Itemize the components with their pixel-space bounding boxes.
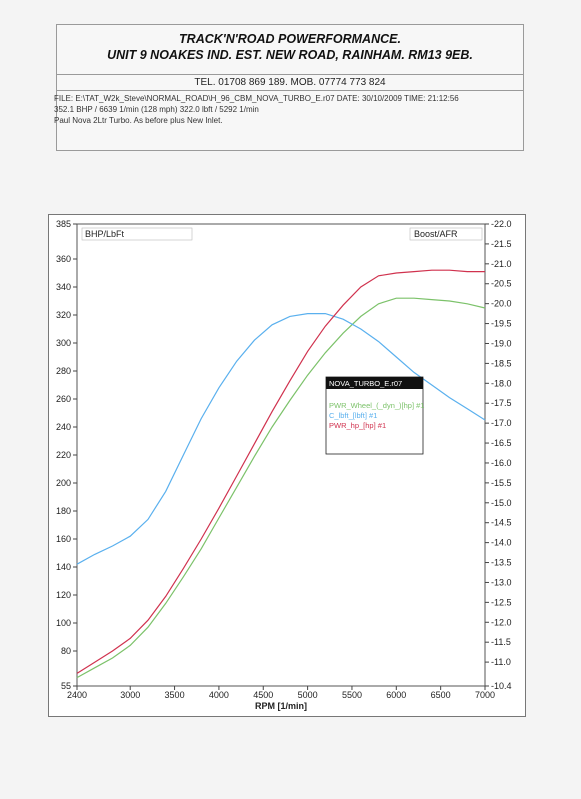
y-left-tick-label: 140	[55, 562, 71, 572]
y-right-tick-label: -11.5	[491, 637, 511, 648]
y-right-tick-label: -12.5	[491, 597, 512, 608]
plot-area	[77, 224, 485, 686]
y-left-tick-label: 220	[55, 450, 71, 460]
x-tick-label: 6500	[430, 690, 451, 700]
y-right-tick-label: -17.0	[491, 418, 512, 429]
y-right-tick-label: -21.5	[491, 238, 512, 249]
x-axis-label: RPM [1/min]	[254, 701, 308, 711]
y-left-tick-label: 320	[55, 310, 71, 320]
x-tick-label: 7000	[474, 690, 496, 700]
y-right-tick-label: -19.5	[491, 318, 512, 329]
legend-entry: C_lbft_[lbft] #1	[329, 411, 378, 420]
x-tick-label: 4500	[253, 690, 274, 700]
y-left-tick-label: 55	[60, 681, 71, 691]
legend-entry: PWR_hp_[hp] #1	[329, 421, 387, 430]
x-tick-label: 4000	[208, 690, 229, 700]
x-tick-label: 6000	[386, 690, 407, 700]
x-tick-label: 5000	[297, 690, 318, 700]
y-right-tick-label: -16.5	[491, 438, 512, 449]
y-left-tick-label: 300	[55, 338, 71, 348]
y-right-tick-label: -14.0	[491, 537, 512, 548]
y-right-tick-label: -20.0	[491, 298, 512, 309]
header-divider	[57, 90, 523, 91]
y-right-tick-label: -13.5	[491, 557, 512, 568]
y-left-tick-label: 280	[55, 366, 71, 376]
legend-title: NOVA_TURBO_E.r07	[329, 379, 403, 388]
y-left-tick-label: 260	[55, 394, 71, 404]
right-axis-label: Boost/AFR	[414, 229, 458, 239]
y-right-tick-label: -13.0	[491, 577, 512, 588]
y-left-tick-label: 160	[55, 534, 71, 544]
legend-entry: PWR_Wheel_(_dyn_)[hp] #1	[329, 401, 425, 410]
y-right-tick-label: -18.5	[491, 358, 512, 369]
report-header	[56, 24, 524, 151]
y-right-tick-label: -21.0	[491, 258, 512, 269]
y-left-tick-label: 385	[55, 219, 71, 229]
y-right-tick-label: -15.0	[491, 497, 512, 508]
y-left-tick-label: 360	[55, 254, 71, 264]
y-right-tick-label: -15.5	[491, 477, 512, 488]
dyno-chart-frame	[48, 214, 526, 717]
y-left-tick-label: 240	[55, 422, 71, 432]
note-line: Paul Nova 2Ltr Turbo. As before plus New Inlet.	[54, 116, 223, 125]
y-left-tick-label: 200	[55, 478, 71, 488]
company-address: UNIT 9 NOAKES IND. EST. NEW ROAD, RAINHAM. RM13 9EB.	[107, 48, 473, 62]
x-tick-label: 2400	[66, 690, 88, 700]
result-line: 352.1 BHP / 6639 1/min (128 mph) 322.0 lbft / 5292 1/min	[54, 105, 259, 114]
dyno-chart	[49, 215, 525, 716]
y-right-tick-label: -18.0	[491, 378, 512, 389]
y-right-tick-label: -20.5	[491, 278, 512, 289]
header-divider	[57, 74, 523, 75]
y-left-tick-label: 100	[55, 618, 71, 628]
y-left-tick-label: 180	[55, 506, 71, 516]
y-right-tick-label: -17.5	[491, 398, 512, 409]
y-right-tick-label: -22.0	[491, 219, 512, 229]
y-left-tick-label: 340	[55, 282, 71, 292]
y-right-tick-label: -14.5	[491, 517, 512, 528]
y-right-tick-label: -11.0	[491, 657, 511, 668]
y-right-tick-label: -16.0	[491, 457, 512, 468]
y-right-tick-label: -10.4	[491, 681, 512, 691]
left-axis-label: BHP/LbFt	[85, 229, 125, 239]
y-right-tick-label: -19.0	[491, 338, 512, 349]
x-tick-label: 3000	[120, 690, 141, 700]
x-tick-label: 3500	[164, 690, 185, 700]
company-name: TRACK'N'ROAD POWERFORMANCE.	[179, 32, 401, 46]
contact-line: TEL. 01708 869 189. MOB. 07774 773 824	[194, 77, 386, 88]
y-left-tick-label: 80	[60, 646, 71, 656]
y-right-tick-label: -12.0	[491, 617, 512, 628]
y-left-tick-label: 120	[55, 590, 71, 600]
x-tick-label: 5500	[341, 690, 362, 700]
file-line: FILE: E:\TAT_W2k_Steve\NORMAL_ROAD\H_96_CBM_NOVA_TURBO_E.r07 DATE: 30/10/2009 TIME: 21:12:56	[54, 94, 459, 103]
